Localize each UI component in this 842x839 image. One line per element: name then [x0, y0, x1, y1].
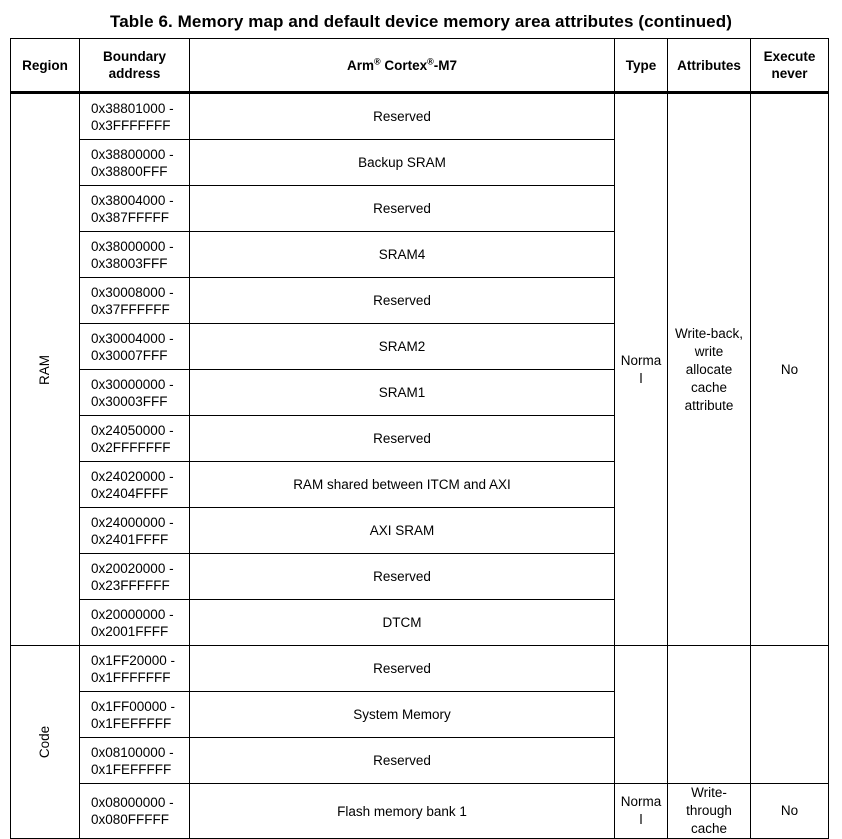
boundary-address-cell	[80, 600, 190, 646]
boundary-address-cell	[80, 784, 190, 839]
header-boundary-address	[80, 39, 190, 93]
memory-area-name: SRAM1	[190, 370, 615, 416]
attr-line: cache	[690, 821, 728, 836]
attributes-code-cell	[668, 784, 751, 839]
memory-map-table	[10, 38, 829, 839]
table-row	[11, 646, 829, 692]
memory-area-name: System Memory	[190, 692, 615, 738]
memory-area-name: Flash memory bank 1	[190, 784, 615, 839]
address-end: 0x37FFFFFF	[91, 301, 170, 317]
boundary-address-cell	[80, 508, 190, 554]
boundary-address-cell	[80, 692, 190, 738]
memory-area-name: RAM shared between ITCM and AXI	[190, 462, 615, 508]
address-start: 0x38801000 -	[91, 100, 174, 116]
boundary-address-cell	[80, 232, 190, 278]
header-type: Type	[615, 39, 668, 93]
header-cm7-reg1: ®	[373, 56, 381, 66]
memory-area-name: SRAM2	[190, 324, 615, 370]
address-end: 0x1FFFFFFF	[91, 669, 171, 685]
attr-line: through	[686, 803, 732, 818]
header-cm7-suffix: -M7	[433, 57, 458, 73]
address-start: 0x38800000 -	[91, 146, 174, 162]
address-start: 0x1FF20000 -	[91, 652, 176, 668]
boundary-address-cell	[80, 646, 190, 692]
type-line2: l	[639, 812, 643, 827]
table-row	[11, 93, 829, 140]
region-ram-label: RAM	[37, 354, 52, 385]
header-boundary-line2: address	[108, 66, 161, 81]
address-end: 0x3FFFFFFF	[91, 117, 171, 133]
execute-never-code-upper-cell	[751, 646, 829, 784]
type-line1: Norma	[620, 794, 662, 809]
boundary-address-cell	[80, 186, 190, 232]
boundary-address-cell	[80, 554, 190, 600]
address-end: 0x1FEFFFFF	[91, 761, 172, 777]
header-xn-line1: Execute	[763, 49, 816, 64]
memory-area-name: AXI SRAM	[190, 508, 615, 554]
attr-line: Write-back,	[674, 325, 743, 341]
execute-never-code-cell: No	[751, 784, 829, 839]
type-code-upper-cell	[615, 646, 668, 784]
table-row	[11, 784, 829, 839]
address-end: 0x1FEFFFFF	[91, 715, 172, 731]
header-row	[11, 39, 829, 93]
header-cm7-reg2: ®	[427, 56, 434, 66]
address-start: 0x30008000 -	[91, 284, 174, 300]
boundary-address-cell	[80, 738, 190, 784]
type-code-cell	[615, 784, 668, 839]
header-attributes: Attributes	[668, 39, 751, 93]
address-end: 0x2001FFFF	[91, 623, 169, 639]
address-start: 0x08000000 -	[91, 795, 174, 810]
region-code-cell	[11, 646, 80, 839]
header-cm7-cortex: Cortex	[380, 57, 428, 73]
memory-area-name: Reserved	[190, 738, 615, 784]
address-start: 0x30004000 -	[91, 330, 174, 346]
memory-area-name: Backup SRAM	[190, 140, 615, 186]
attr-line: cache	[690, 379, 728, 395]
address-start: 0x24000000 -	[91, 514, 174, 530]
address-start: 0x38000000 -	[91, 238, 174, 254]
attr-line: write	[694, 343, 724, 359]
address-end: 0x387FFFFF	[91, 209, 170, 225]
memory-map-table-container	[10, 38, 829, 839]
attr-line: attribute	[684, 397, 734, 413]
header-cm7-arm: Arm	[346, 57, 374, 73]
type-line1: Norma	[620, 352, 662, 368]
address-start: 0x1FF00000 -	[91, 698, 176, 714]
region-code-label: Code	[37, 725, 52, 759]
header-execute-never	[751, 39, 829, 93]
type-line2: l	[639, 370, 643, 386]
execute-never-ram-cell: No	[751, 93, 829, 646]
address-start: 0x20020000 -	[91, 560, 174, 576]
memory-area-name: Reserved	[190, 646, 615, 692]
region-ram-cell	[11, 93, 80, 646]
attributes-code-upper-cell	[668, 646, 751, 784]
boundary-address-cell	[80, 462, 190, 508]
address-start: 0x30000000 -	[91, 376, 174, 392]
address-end: 0x38800FFF	[91, 163, 168, 179]
table-title: Table 6. Memory map and default device memory area attributes (continued)	[110, 12, 732, 31]
boundary-address-cell	[80, 324, 190, 370]
boundary-address-cell	[80, 416, 190, 462]
header-xn-line2: never	[771, 66, 808, 81]
header-boundary-line1: Boundary	[102, 49, 166, 64]
address-end: 0x23FFFFFF	[91, 577, 170, 593]
address-start: 0x38004000 -	[91, 192, 174, 208]
memory-area-name: DTCM	[190, 600, 615, 646]
attr-line: Write-	[691, 785, 727, 800]
address-end: 0x2404FFFF	[91, 485, 169, 501]
address-end: 0x30003FFF	[91, 393, 168, 409]
address-end: 0x080FFFFF	[91, 812, 170, 827]
address-end: 0x38003FFF	[91, 255, 168, 271]
memory-area-name: Reserved	[190, 93, 615, 140]
boundary-address-cell	[80, 140, 190, 186]
attr-line: allocate	[685, 361, 733, 377]
address-start: 0x08100000 -	[91, 744, 174, 760]
memory-area-name: Reserved	[190, 554, 615, 600]
address-end: 0x2401FFFF	[91, 531, 169, 547]
type-ram-cell	[615, 93, 668, 646]
memory-area-name: SRAM4	[190, 232, 615, 278]
address-start: 0x20000000 -	[91, 606, 174, 622]
memory-area-name: Reserved	[190, 416, 615, 462]
boundary-address-cell	[80, 93, 190, 140]
header-region: Region	[11, 39, 80, 93]
boundary-address-cell	[80, 278, 190, 324]
memory-area-name: Reserved	[190, 278, 615, 324]
address-end: 0x2FFFFFFF	[91, 439, 171, 455]
address-end: 0x30007FFF	[91, 347, 168, 363]
address-start: 0x24020000 -	[91, 468, 174, 484]
header-cortex-m7	[190, 39, 615, 93]
memory-area-name: Reserved	[190, 186, 615, 232]
attributes-ram-cell	[668, 93, 751, 646]
address-start: 0x24050000 -	[91, 422, 174, 438]
boundary-address-cell	[80, 370, 190, 416]
